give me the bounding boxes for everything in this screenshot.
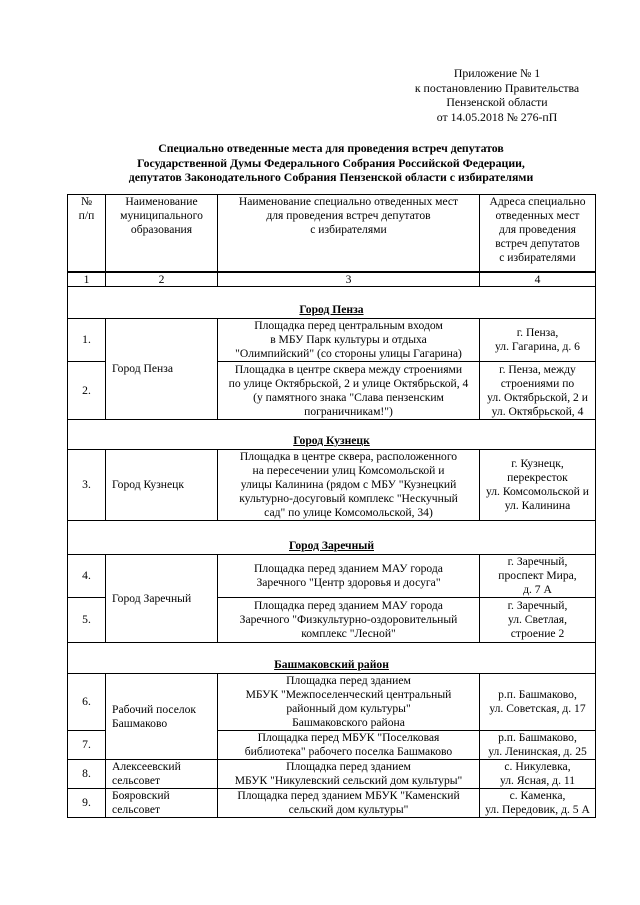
- address-cell: г. Заречный, проспект Мира, д. 7 А: [480, 555, 596, 598]
- table-header-row: [68, 195, 596, 273]
- section-title-bashmakovo: Башмаковский район: [68, 643, 596, 674]
- municipality-cell: Бояровский сельсовет: [106, 789, 218, 818]
- table-row: [68, 319, 596, 362]
- table-row: [68, 789, 596, 818]
- place-cell: Площадка в центре сквера, расположенного на пересечении улиц Комсомольской и улицы Калинина (рядом с МБУ "Кузнецкий культурно-досуговый комплекс "Нескучный сад" по улице Комсомольской, 34): [218, 450, 480, 521]
- place-cell: Площадка перед МБУК "Поселковая библиотека" рабочего поселка Башмаково: [218, 731, 480, 760]
- document-title: [68, 141, 594, 185]
- municipality-cell: Город Заречный: [106, 555, 218, 643]
- place-cell: Площадка перед зданием МАУ города Заречного "Центр здоровья и досуга": [218, 555, 480, 598]
- section-title-kuznetsk: Город Кузнецк: [68, 420, 596, 450]
- column-numbers-row: [68, 272, 596, 287]
- municipality-cell: Город Пенза: [106, 319, 218, 420]
- place-cell: Площадка в центре сквера между строениями по улице Октябрьской, 2 и улице Октябрьской, 4 (у памятного знака "Слава пензенским пограничникам!"): [218, 362, 480, 420]
- section-row: [68, 287, 596, 319]
- place-cell: Площадка перед зданием МАУ города Заречного "Физкультурно-оздоровительный комплекс "Лесной": [218, 598, 480, 643]
- appendix-line: Приложение № 1: [453, 66, 541, 80]
- address-cell: с. Каменка, ул. Передовик, д. 5 А: [480, 789, 596, 818]
- section-title-penza: Город Пенза: [68, 287, 596, 319]
- row-num: 4.: [68, 555, 106, 598]
- title-line: депутатов Законодательного Собрания Пензенской области с избирателями: [128, 170, 534, 184]
- municipality-cell: Рабочий поселок Башмаково: [106, 674, 218, 760]
- municipality-cell: Город Кузнецк: [106, 450, 218, 521]
- place-cell: Площадка перед центральным входом в МБУ Парк культуры и отдыха "Олимпийский" (со стороны улицы Гагарина): [218, 319, 480, 362]
- header-municipality: Наименование муниципального образования: [106, 195, 218, 273]
- row-num: 3.: [68, 450, 106, 521]
- place-cell: Площадка перед зданием МБУК "Каменский сельский дом культуры": [218, 789, 480, 818]
- place-cell: Площадка перед зданием МБУК "Межпоселенческий центральный районный дом культуры" Башмаковского района: [218, 674, 480, 731]
- table-row: [68, 760, 596, 789]
- appendix-line: Пензенской области: [446, 95, 548, 109]
- meeting-places-table: [67, 194, 596, 818]
- row-num: 6.: [68, 674, 106, 731]
- section-row: [68, 420, 596, 450]
- column-number: 3: [218, 272, 480, 287]
- address-cell: г. Пенза, между строениями по ул. Октябрьской, 2 и ул. Октябрьской, 4: [480, 362, 596, 420]
- municipality-cell: Алексеевский сельсовет: [106, 760, 218, 789]
- column-number: 4: [480, 272, 596, 287]
- section-row: [68, 643, 596, 674]
- column-number: 2: [106, 272, 218, 287]
- column-number: 1: [68, 272, 106, 287]
- address-cell: р.п. Башмаково, ул. Советская, д. 17: [480, 674, 596, 731]
- table-row: [68, 450, 596, 521]
- header-num: № п/п: [68, 195, 106, 273]
- address-cell: г. Пенза, ул. Гагарина, д. 6: [480, 319, 596, 362]
- row-num: 7.: [68, 731, 106, 760]
- address-cell: г. Заречный, ул. Светлая, строение 2: [480, 598, 596, 643]
- appendix-line: от 14.05.2018 № 276-пП: [436, 109, 558, 124]
- row-num: 9.: [68, 789, 106, 818]
- appendix-block: [388, 66, 606, 124]
- place-cell: Площадка перед зданием МБУК "Никулевский сельский дом культуры": [218, 760, 480, 789]
- title-line: Специально отведенные места для проведения встреч депутатов: [158, 141, 504, 155]
- table-row: [68, 555, 596, 598]
- section-title-zarechny: Город Заречный: [68, 521, 596, 555]
- row-num: 5.: [68, 598, 106, 643]
- row-num: 2.: [68, 362, 106, 420]
- appendix-line: к постановлению Правительства: [414, 80, 580, 95]
- header-place: Наименование специально отведенных мест для проведения встреч депутатов с избирателями: [218, 195, 480, 273]
- address-cell: р.п. Башмаково, ул. Ленинская, д. 25: [480, 731, 596, 760]
- address-cell: с. Никулевка, ул. Ясная, д. 11: [480, 760, 596, 789]
- address-cell: г. Кузнецк, перекресток ул. Комсомольской и ул. Калинина: [480, 450, 596, 521]
- header-address: Адреса специально отведенных мест для проведения встреч депутатов с избирателями: [480, 195, 596, 273]
- row-num: 8.: [68, 760, 106, 789]
- title-line: Государственной Думы Федерального Собрания Российской Федерации,: [137, 155, 525, 170]
- row-num: 1.: [68, 319, 106, 362]
- table-row: [68, 674, 596, 731]
- section-row: [68, 521, 596, 555]
